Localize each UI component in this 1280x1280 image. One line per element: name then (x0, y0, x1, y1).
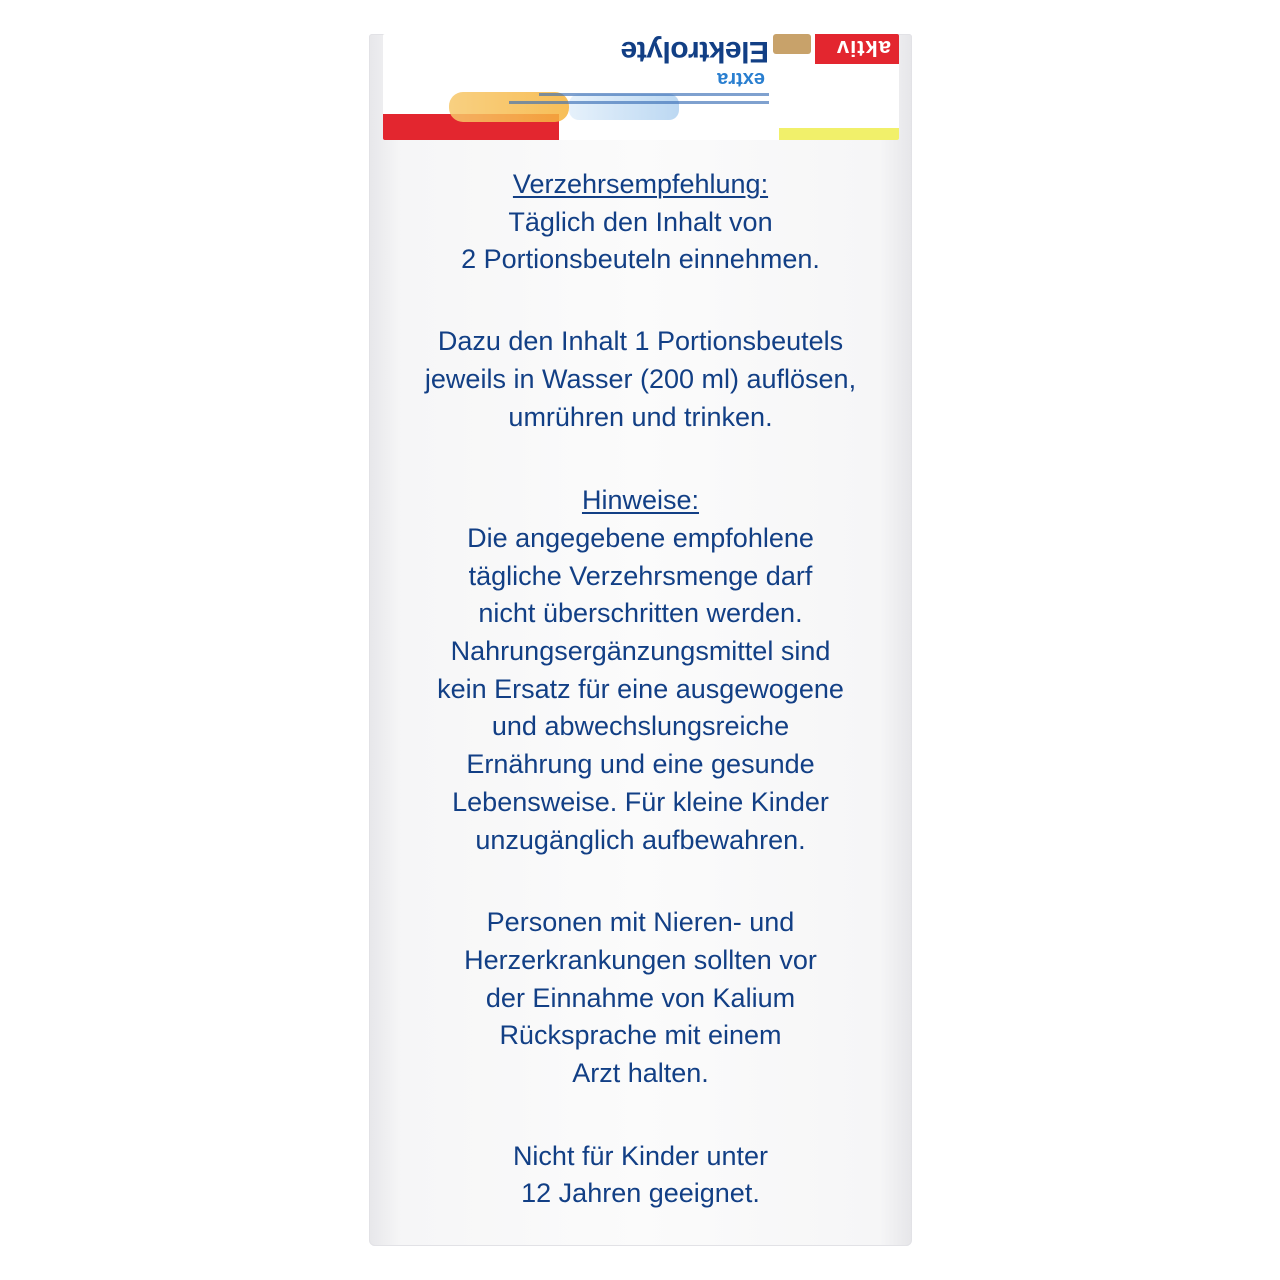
section-zubereitung (369, 323, 912, 436)
package-instructions-text (369, 166, 912, 1213)
text-line: nicht überschritten werden. (478, 598, 803, 629)
section-verzehrsempfehlung (369, 166, 912, 279)
text-line: umrühren und trinken. (508, 401, 773, 432)
text-line: und abwechslungsreiche (491, 711, 790, 742)
section-hinweise (369, 482, 912, 859)
text-line: Arzt halten. (572, 1058, 709, 1089)
paragraph-spacer (369, 436, 912, 482)
flap-color-strip (779, 128, 899, 140)
text-line: kein Ersatz für eine ausgewogene (437, 673, 844, 704)
text-line: Ernährung und eine gesunde (466, 749, 815, 780)
flap-blue-graphic (569, 94, 679, 120)
section-heading: Verzehrsempfehlung: (512, 169, 769, 199)
section-altershinweis (369, 1138, 912, 1213)
section-heading: Hinweise: (581, 485, 700, 516)
text-line: Nicht für Kinder unter (512, 1140, 769, 1171)
section-warnhinweis (369, 904, 912, 1093)
text-line: Die angegebene empfohlene (467, 522, 814, 553)
text-line: Rücksprache mit einem (499, 1020, 782, 1051)
text-line: tägliche Verzehrsmenge darf (468, 560, 813, 591)
flap-product-title: Elektrolyte (621, 35, 769, 68)
package-top-flap (383, 34, 899, 140)
text-line: der Einnahme von Kalium (485, 982, 796, 1013)
paragraph-spacer (369, 1093, 912, 1138)
text-line: Personen mit Nieren- und (486, 907, 795, 938)
text-line: Dazu den Inhalt 1 Portionsbeutels (437, 326, 844, 357)
brand-logo (773, 34, 811, 54)
text-line: Lebensweise. Für kleine Kinder (452, 786, 829, 817)
flap-product-subtitle: extra (717, 68, 765, 90)
flap-badge-text: aktiv (835, 36, 891, 61)
text-line: Herzerkrankungen sollten vor (464, 944, 817, 975)
text-line: Täglich den Inhalt von (508, 206, 773, 237)
top-flap-artwork (383, 34, 899, 140)
text-line: 12 Jahren geeignet. (521, 1178, 760, 1209)
paragraph-spacer (369, 859, 912, 904)
flap-text-line (539, 93, 769, 96)
flap-badge (815, 34, 899, 64)
text-line: jeweils in Wasser (200 ml) auflösen, (424, 363, 857, 394)
text-line: unzugänglich aufbewahren. (475, 824, 806, 855)
text-line: 2 Portionsbeuteln einnehmen. (461, 244, 820, 275)
flap-orange-graphic (449, 92, 569, 122)
paragraph-spacer (369, 279, 912, 323)
text-line: Nahrungsergänzungsmittel sind (450, 636, 831, 667)
flap-text-line (509, 101, 769, 104)
